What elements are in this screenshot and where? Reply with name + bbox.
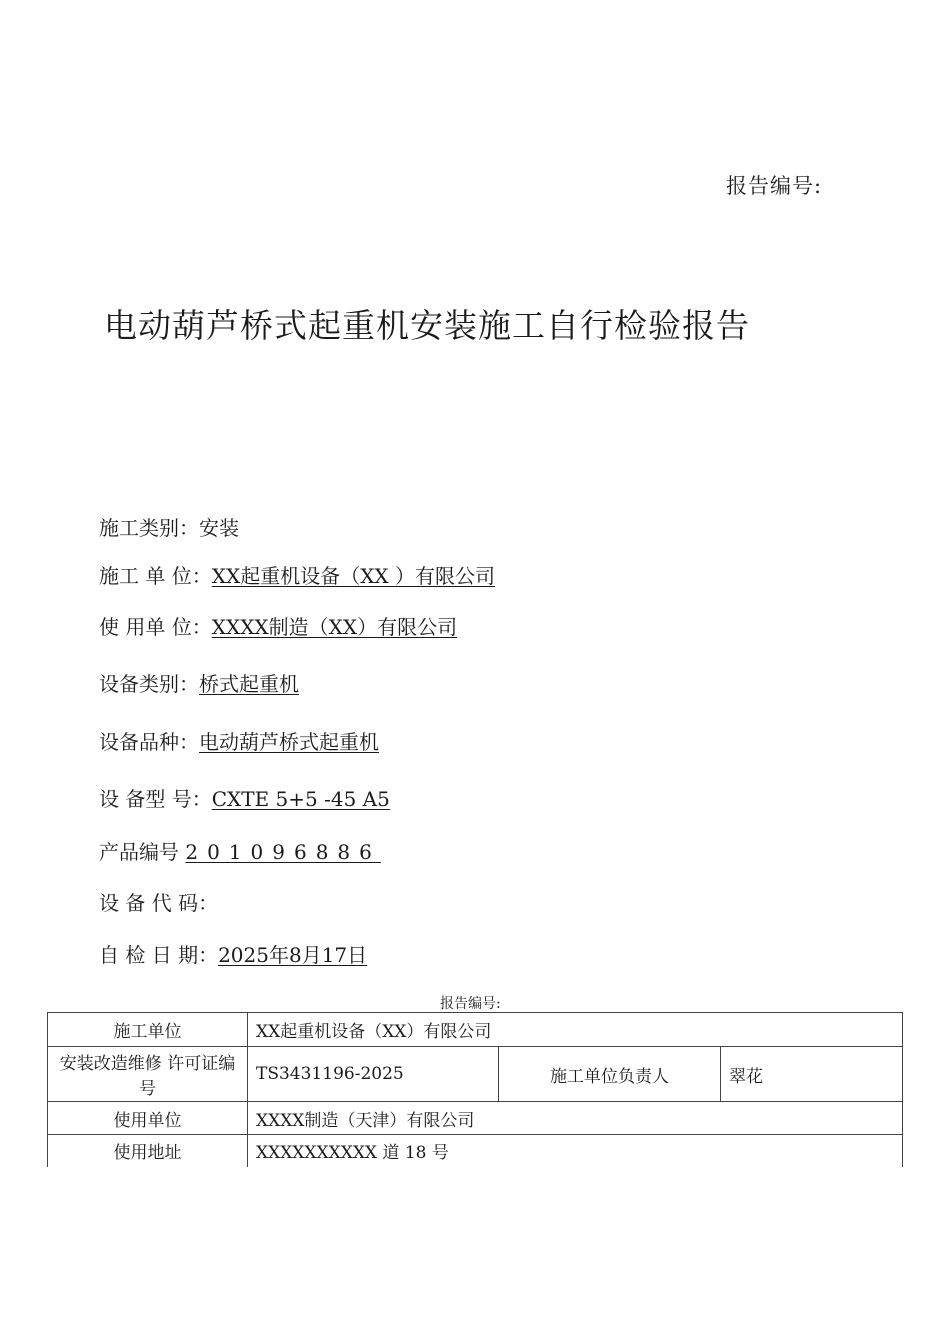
equipment-category-value: 桥式起重机	[199, 672, 299, 696]
table-row	[48, 1047, 903, 1102]
report-number-label-small: 报告编号:	[440, 996, 501, 1012]
user-unit-cell-label: 使用单位	[48, 1102, 248, 1135]
equipment-variety-value: 电动葫芦桥式起重机	[199, 730, 379, 754]
user-unit-label: 使 用单 位：	[99, 615, 212, 639]
info-table	[47, 1012, 903, 1167]
info-equipment-variety	[99, 728, 379, 756]
info-inspection-date	[99, 941, 367, 969]
equipment-variety-label: 设备品种：	[99, 730, 199, 754]
info-equipment-code	[99, 889, 218, 917]
construction-unit-cell-label: 施工单位	[48, 1013, 248, 1047]
document-title: 电动葫芦桥式起重机安装施工自行检验报告	[104, 306, 750, 345]
user-address-cell-label: 使用地址	[48, 1135, 248, 1167]
product-number-value: 201096886	[185, 840, 381, 864]
license-number-cell-label: 安装改造维修 许可证编号	[48, 1047, 248, 1102]
user-address-cell-value: XXXXXXXXXX 道 18 号	[248, 1135, 903, 1167]
product-number-label: 产品编号	[99, 840, 179, 864]
construction-type-value: 安装	[199, 516, 239, 540]
inspection-date-value: 2025年8月17日	[218, 943, 368, 967]
report-number-label: 报告编号:	[726, 174, 823, 198]
info-equipment-category	[99, 670, 299, 698]
construction-unit-label: 施工 单 位：	[99, 564, 212, 588]
table-row	[48, 1102, 903, 1135]
info-model	[99, 785, 390, 813]
construction-unit-value: XX起重机设备（XX ）有限公司	[211, 564, 496, 588]
model-value: CXTE 5+5 -45 A5	[211, 787, 390, 811]
table-row	[48, 1135, 903, 1167]
equipment-code-label: 设 备 代 码：	[99, 891, 219, 915]
unit-responsible-cell-label: 施工单位负责人	[499, 1047, 721, 1102]
table-row	[48, 1013, 903, 1047]
info-construction-type	[99, 514, 239, 542]
construction-type-label: 施工类别：	[99, 516, 199, 540]
construction-unit-cell-value: XX起重机设备（XX）有限公司	[248, 1013, 903, 1047]
user-unit-cell-value: XXXX制造（天津）有限公司	[248, 1102, 903, 1135]
license-number-cell-value: TS3431196-2025	[248, 1047, 499, 1102]
user-unit-value: XXXX制造（XX）有限公司	[211, 615, 458, 639]
info-construction-unit	[99, 562, 495, 590]
inspection-date-label: 自 检 日 期：	[99, 943, 219, 967]
info-product-number	[99, 838, 381, 866]
equipment-category-label: 设备类别：	[99, 672, 199, 696]
unit-responsible-cell-value: 翠花	[721, 1047, 903, 1102]
model-label: 设 备型 号：	[99, 787, 212, 811]
info-user-unit	[99, 613, 457, 641]
